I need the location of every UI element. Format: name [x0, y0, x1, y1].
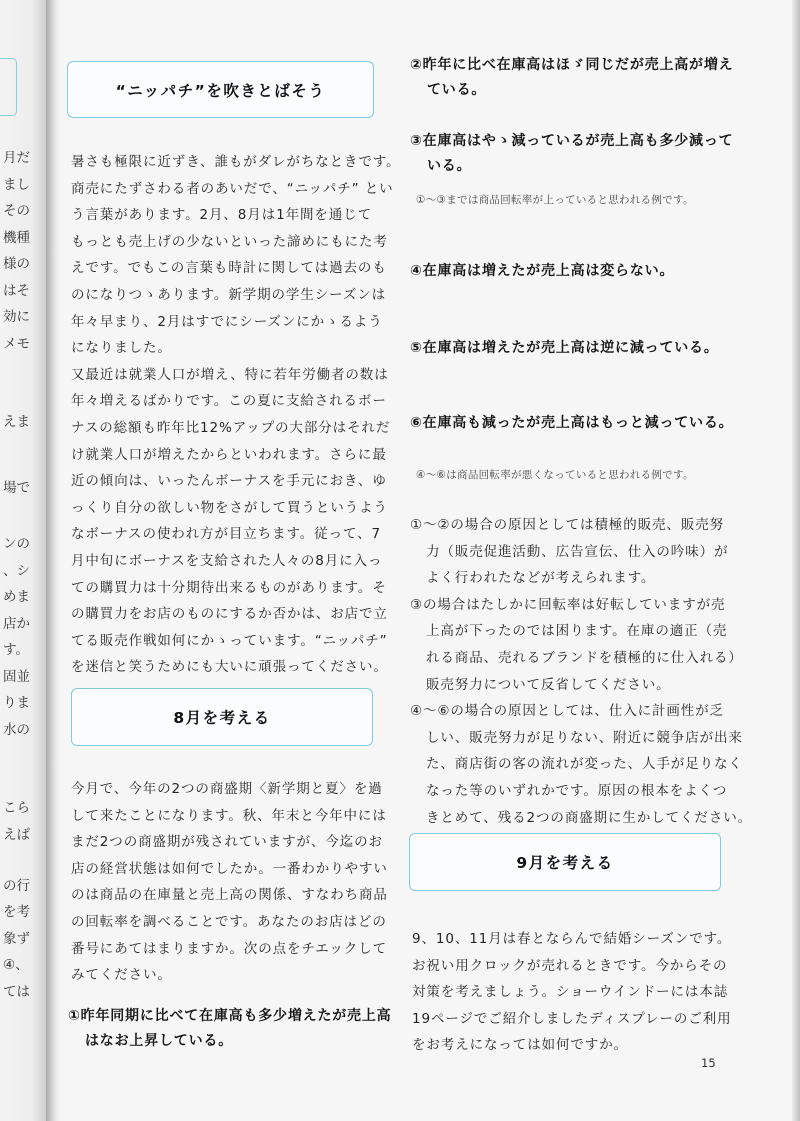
adjacent-heading-box-edge	[0, 58, 17, 116]
text-line: して来たことになります。秋、年末と今年中には	[71, 807, 387, 824]
text-line: 販売努力について反省してください。	[426, 676, 671, 693]
nippachi-paragraph	[71, 149, 401, 681]
adjacent-text-fragment: はそ	[3, 283, 30, 299]
text-line: け就業人口が増えたからといわれます。さらに最	[71, 446, 387, 463]
adjacent-text-fragment: まし	[3, 177, 30, 193]
heading-text: 8月を考える	[173, 709, 271, 727]
text-line: っくり自分の欲しい物をさがして買うというよう	[71, 499, 388, 516]
adjacent-text-fragment: 場で	[3, 480, 30, 496]
adjacent-text-fragment: を考	[3, 904, 30, 920]
text-line: 商売にたずさわる者のあいだで、“ニッパチ” とい	[71, 180, 394, 197]
text-line: ①～②の場合の原因としては積極的販売、販売努	[410, 517, 725, 533]
text-line: しい、販売努力が足りない、附近に競争店が出来	[426, 729, 743, 746]
text-line: まだ2つの商盛期が残されていますが、今迄のお	[71, 834, 383, 851]
adjacent-text-fragment: の行	[3, 878, 30, 894]
text-line: 力（販売促進活動、広告宣伝、仕入の吟味）が	[426, 543, 729, 560]
text-line: をお考えになっては如何ですか。	[412, 1037, 628, 1054]
text-line: 月中旬にボーナスを支給された人々の8月に入っ	[71, 552, 383, 569]
adjacent-text-fragment: こら	[3, 800, 30, 816]
text-line: う言葉があります。2月、8月は1年間を通じて	[71, 207, 372, 224]
adjacent-text-fragment: りま	[3, 695, 30, 711]
adjacent-text-fragment: 効に	[3, 309, 30, 325]
text-line: 年々早まり、2月はすでにシーズンにかゝるよう	[71, 313, 383, 330]
adjacent-text-fragment: メモ	[3, 336, 30, 352]
text-line: れる商品、売れるブランドを積極的に仕入れる）	[426, 649, 743, 666]
heading-text: 9月を考える	[516, 854, 614, 872]
page-right-edge	[792, 0, 800, 1121]
text-line: ナスの総額も昨年比12%アップの大部分はそれだ	[71, 419, 391, 436]
text-line: お祝い用クロックが売れるときです。今からその	[412, 957, 728, 974]
adjacent-text-fragment: ては	[3, 984, 30, 1000]
text-line: ての購買力は十分期待出来るものがあります。そ	[71, 579, 387, 596]
text-line: になりました。	[71, 340, 172, 357]
text-line: なった等のいずれかです。原因の根本をよくつ	[426, 782, 728, 799]
text-line: 9、10、11月は春とならんで結婚シーズンです。	[412, 931, 732, 947]
heading-text: “ニッパチ”を吹きとばそう	[115, 81, 326, 100]
text-line: もっとも売上げの少ないといった諦めにもにた考	[71, 233, 388, 250]
check-item-4	[410, 259, 674, 284]
text-line: 近の傾向は、いったんボーナスを手元におき、ゆ	[71, 473, 387, 490]
adjacent-page-edge	[0, 0, 46, 1121]
page-number: 15	[701, 1056, 716, 1070]
check-item-6	[410, 411, 733, 436]
text-line: よく行われたなどが考えられます。	[426, 570, 656, 587]
text-line: 店の経営状態は如何でしたか。一番わかりやすい	[71, 860, 388, 877]
text-line: 今月で、今年の2つの商盛期〈新学期と夏〉を過	[71, 781, 383, 797]
adjacent-text-fragment: 水の	[3, 722, 30, 738]
text-line: ⑥在庫高も減ったが売上高はもっと減っている。	[410, 415, 734, 431]
text-line: えです。でもこの言葉も時計に関しては過去のも	[71, 260, 387, 277]
text-line: のは商品の在庫量と売上高の関係、すなわち商品	[71, 887, 388, 904]
text-line: みてください。	[71, 967, 172, 984]
text-line: ②昨年に比べ在庫高はほゞ同じだが売上高が増え	[410, 57, 734, 73]
text-line: ④～⑥の場合の原因としては、仕入に計画性が乏	[410, 703, 725, 720]
text-line: なボーナスの使われ方が目立ちます。従って、7	[71, 526, 381, 543]
section-heading-september	[409, 833, 721, 891]
text-line: ている。	[427, 82, 487, 98]
text-line: ③在庫高はやゝ減っているが売上高も多少減って	[410, 133, 734, 149]
text-line: 番号にあてはまりますか。次の点をチエックして	[71, 940, 387, 957]
analysis-paragraph	[410, 512, 752, 831]
section-heading-nippachi	[67, 61, 374, 118]
text-line: を迷信と笑うためにも大いに頑張ってください。	[71, 659, 388, 676]
note-items-1-3: ①～③までは商品回転率が上っていると思われる例です。	[416, 194, 694, 206]
text-line: きとめて、残る2つの商盛期に生かしてください。	[426, 809, 753, 826]
section-heading-august	[71, 688, 373, 746]
note-items-4-6: ④～⑥は商品回転率が悪くなっていると思われる例です。	[416, 469, 694, 481]
adjacent-text-fragment: その	[3, 203, 30, 219]
text-line: はなお上昇している。	[85, 1033, 233, 1049]
text-line: のになりつゝあります。新学期の学生シーズンは	[71, 286, 387, 303]
adjacent-text-fragment: 、シ	[3, 563, 30, 579]
august-paragraph	[71, 776, 388, 989]
adjacent-text-fragment: 象ず	[3, 931, 30, 947]
adjacent-text-fragment: 様の	[3, 256, 30, 272]
text-line: 年々増えるばかりです。この夏に支給されるボー	[71, 393, 387, 410]
adjacent-text-fragment: えま	[3, 414, 30, 430]
text-line: ⑤在庫高は増えたが売上高は逆に減っている。	[410, 340, 719, 356]
magazine-page	[60, 0, 792, 1121]
text-line: の回転率を調べることです。あなたのお店はどの	[71, 913, 387, 930]
adjacent-text-fragment: えば	[3, 827, 30, 843]
check-item-5	[410, 336, 719, 361]
adjacent-text-fragment: 月だ	[3, 150, 30, 166]
september-paragraph	[412, 926, 732, 1059]
text-line: 又最近は就業人口が増え、特に若年労働者の数は	[71, 366, 389, 383]
text-line: の購買力をお店のものにするか否かは、お店で立	[71, 606, 388, 623]
adjacent-text-fragment: めま	[3, 589, 30, 605]
check-item-3	[410, 129, 733, 179]
adjacent-text-fragment: ンの	[3, 536, 30, 552]
text-line: 対策を考えましょう。ショーウインドーには本誌	[412, 984, 729, 1001]
text-line: 19ページでご紹介しましたディスプレーのご利用	[412, 1010, 732, 1027]
text-line: 暑さも極限に近ずき、誰もがダレがちなときです。	[71, 154, 401, 170]
adjacent-text-fragment: す。	[3, 642, 29, 658]
adjacent-text-fragment: ④、	[3, 957, 29, 973]
text-line: てる販売作戦如何にかゝっています。“ニッパチ”	[71, 632, 388, 649]
adjacent-text-fragment: 店か	[3, 616, 30, 632]
check-item-2	[410, 53, 733, 103]
text-line: 上高が下ったのでは困ります。在庫の適正（売	[426, 623, 728, 640]
text-line: ①昨年同期に比べて在庫高も多少増えたが売上高	[68, 1008, 392, 1024]
text-line: た、商店街の客の流れが変った、人手が足りなく	[426, 756, 743, 773]
text-line: ④在庫高は増えたが売上高は変らない。	[410, 263, 675, 279]
check-item-1	[68, 1004, 391, 1054]
binding-gutter	[46, 0, 60, 1121]
adjacent-text-fragment: 固並	[3, 669, 30, 685]
text-line: いる。	[427, 158, 472, 174]
adjacent-text-fragment: 機種	[3, 230, 30, 246]
text-line: ③の場合はたしかに回転率は好転していますが売	[410, 596, 726, 613]
